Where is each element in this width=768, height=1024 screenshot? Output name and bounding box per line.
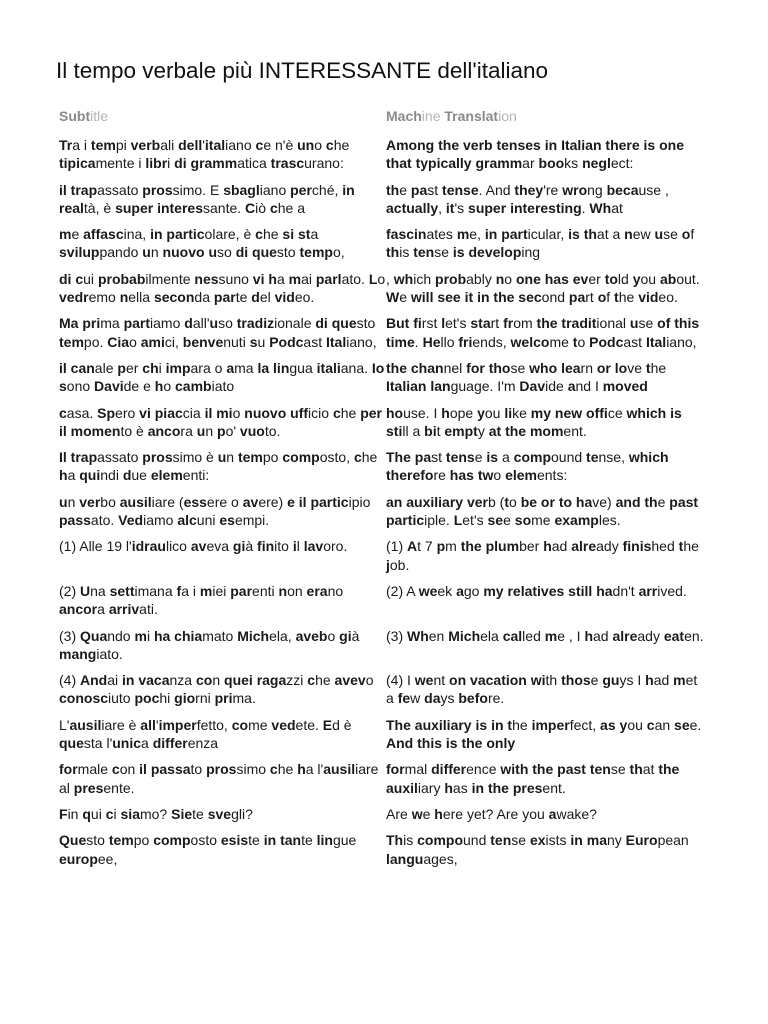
translation-cell: This compound tense exists in many European languages, xyxy=(386,832,689,867)
subtitle-cell: formale con il passato prossimo che ha l'ausiliare al presente. xyxy=(59,761,379,796)
subtitle-cell: (3) Quando mi ha chiamato Michela, avebo già mangiato. xyxy=(59,627,360,662)
table-row xyxy=(59,760,739,797)
subtitle-cell: L'ausiliare è all'imperfetto, come vedete. Ed è questa l'unica differenza xyxy=(59,716,352,752)
subtitle-cell: il trapassato prossimo. E sbagliano perché, in realtà, è super interessante. Ciò che a xyxy=(59,181,355,216)
subtitle-cell: Il trapassato prossimo è un tempo composto, che ha quindi due elementi: xyxy=(59,449,378,484)
subtitle-cell: Tra i tempi verbali dell'italiano ce n'è uno che tipicamente i libri di grammatica trascurano: xyxy=(59,137,350,172)
table-row xyxy=(59,225,739,262)
table-row xyxy=(59,716,739,753)
subtitle-cell: me affascina, in particolare, è che si sta sviluppando un nuovo uso di questo tempo, xyxy=(59,226,345,261)
page-title: Il tempo verbale più INTERESSANTE dell'italiano xyxy=(56,58,549,83)
table-row xyxy=(59,181,739,218)
subtitle-cell: Ma prima partiamo dall'uso tradizionale di questo tempo. Ciao amici, benvenuti su Podcast Italiano, xyxy=(59,315,377,350)
table-row xyxy=(59,537,739,574)
translation-cell: the channel for those who learn or love the Italian language. I'm Davide and I moved xyxy=(386,359,667,395)
table-row xyxy=(59,404,739,441)
translation-cell: , which probably no one has ever told you about. We will see it in the second part of the video. xyxy=(386,270,700,306)
translation-cell: The past tense is a compound tense, which therefore has two elements: xyxy=(386,449,669,484)
translation-cell: Are we here yet? Are you awake? xyxy=(386,805,597,822)
translation-cell: Among the verb tenses in Italian there is one that typically grammar books neglect: xyxy=(386,137,685,172)
subtitle-cell: (4) Andai in vacanza con quei ragazzi che avevo conosciuto pochi giorni prima. xyxy=(59,672,374,707)
subtitle-cell: (2) Una settimana fa i miei parenti non erano ancora arrivati. xyxy=(59,582,344,618)
table-row xyxy=(59,493,739,530)
subtitle-cell: Fin qui ci siamo? Siete svegli? xyxy=(59,805,253,822)
table-row xyxy=(59,805,739,823)
translation-cell: (4) I went on vacation with those guys I had met a few days before. xyxy=(386,672,698,707)
translation-header: Machine Translation xyxy=(386,108,517,124)
subtitle-cell: (1) Alle 19 l'idraulico aveva già finito il lavoro. xyxy=(59,538,348,555)
translation-cell: (2) A week ago my relatives still hadn't arrived. xyxy=(386,582,687,599)
table-row xyxy=(59,448,739,485)
translation-cell: (3) When Michela called me , I had already eaten. xyxy=(386,627,704,644)
translation-cell: fascinates me, in particular, is that a new use of this tense is developing xyxy=(386,226,695,261)
table-row xyxy=(59,314,739,351)
subtitle-cell: il canale per chi impara o ama la lingua italiana. Io sono Davide e ho cambiato xyxy=(59,359,385,395)
table-row xyxy=(59,671,739,708)
subtitle-cell: Questo tempo composto esiste in tante lingue europee, xyxy=(59,832,357,867)
transcript-table xyxy=(59,136,739,876)
translation-cell: house. I hope you like my new office which is still a bit empty at the moment. xyxy=(386,404,682,439)
translation-cell: (1) At 7 pm the plumber had already finished the job. xyxy=(386,538,699,573)
translation-cell: the past tense. And they're wrong because , actually, it's super interesting. What xyxy=(386,181,669,216)
subtitle-cell: casa. Spero vi piaccia il mio nuovo ufficio che per il momento è ancora un po' vuoto. xyxy=(59,404,383,439)
table-row xyxy=(59,136,739,173)
table-row xyxy=(59,582,739,619)
translation-cell: But first let's start from the traditional use of this time. Hello friends, welcome to Podcast Italiano, xyxy=(386,315,700,350)
table-row xyxy=(59,831,739,868)
column-headers xyxy=(59,108,739,124)
subtitle-cell: di cui probabilmente nessuno vi ha mai parlato. Lo vedremo nella seconda parte del video. xyxy=(59,270,386,306)
translation-cell: formal difference with the past tense that the auxiliary has in the present. xyxy=(386,761,680,796)
subtitle-header: Subtitle xyxy=(59,108,109,124)
subtitle-cell: un verbo ausiliare (essere o avere) e il participio passato. Vediamo alcuni esempi. xyxy=(59,493,371,529)
table-row xyxy=(59,359,739,396)
translation-cell: The auxiliary is in the imperfect, as you can see. And this is the only xyxy=(386,716,702,752)
table-row xyxy=(59,270,739,307)
table-row xyxy=(59,627,739,664)
translation-cell: an auxiliary verb (to be or to have) and the past participle. Let's see some examples. xyxy=(386,493,699,529)
